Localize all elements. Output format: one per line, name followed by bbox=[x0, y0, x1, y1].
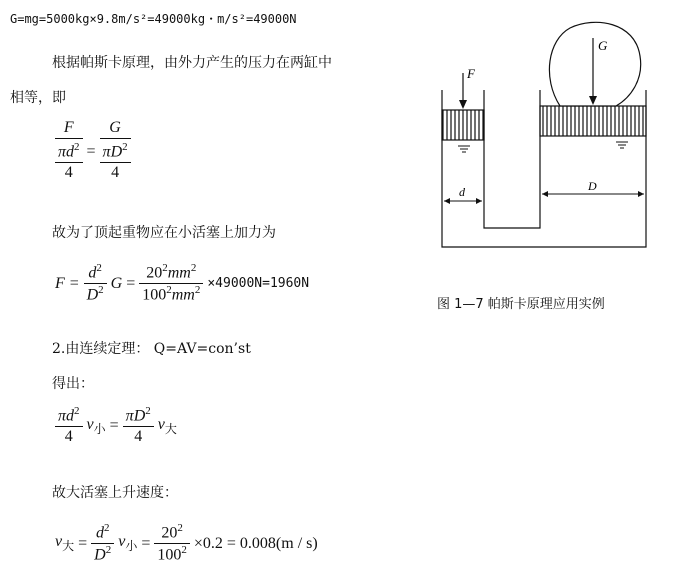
eq2-mm1: mm bbox=[167, 264, 191, 282]
eq4-v1: v bbox=[55, 533, 63, 551]
eq3-sub-small: 小 bbox=[93, 421, 106, 436]
eq3-equals: = bbox=[109, 417, 119, 435]
eq4-numeric-ratio bbox=[154, 522, 190, 566]
pascal-hydraulic-diagram bbox=[430, 18, 690, 263]
eq3-four2: 4 bbox=[134, 428, 143, 446]
eq3-sub-big: 大 bbox=[164, 421, 177, 436]
eq2-lhs: F = bbox=[55, 274, 80, 292]
load-weight-G bbox=[549, 22, 640, 106]
eq2-d: d bbox=[88, 264, 97, 282]
label-G: G bbox=[598, 38, 608, 53]
vessel-inner-wall bbox=[484, 90, 540, 228]
figure-caption: 图 1—7 帕斯卡原理应用实例 bbox=[437, 297, 605, 312]
eq2-sq-c: 2 bbox=[162, 262, 168, 274]
eq1-equals: = bbox=[86, 142, 96, 160]
eq1-four1: 4 bbox=[64, 164, 73, 182]
eq1-sq1: 2 bbox=[74, 141, 80, 153]
eq2-100: 100 bbox=[142, 286, 167, 304]
eq1-pi-D: πD bbox=[102, 143, 123, 161]
label-D: D bbox=[588, 179, 597, 193]
eq4-v2: v bbox=[118, 533, 126, 551]
derive-label: 得出： bbox=[52, 376, 94, 392]
eq4-sq1: 2 bbox=[103, 522, 110, 534]
label-d: d bbox=[459, 185, 465, 199]
eq4-D: D bbox=[94, 546, 106, 564]
eq4-ratio bbox=[91, 522, 114, 566]
eq4-sub-small: 小 bbox=[125, 539, 138, 554]
eq2-G: G bbox=[110, 274, 123, 292]
eq4-sq3: 2 bbox=[177, 522, 183, 534]
eq3-sq1: 2 bbox=[74, 405, 80, 417]
eq4-result: ×0.2 = 0.008(m / s) bbox=[193, 534, 318, 552]
eq3-v1: v bbox=[86, 415, 94, 433]
large-piston-speed-text: 故大活塞上升速度： bbox=[52, 485, 178, 501]
eq4-sub-big: 大 bbox=[62, 539, 75, 554]
equation-continuity bbox=[55, 405, 177, 447]
eq1-pi-d: πd bbox=[58, 143, 75, 161]
eq2-mm2: mm bbox=[171, 286, 195, 304]
eq3-pi-d: πd bbox=[58, 407, 75, 425]
eq2-sq-b: 2 bbox=[98, 284, 104, 297]
eq4-20: 20 bbox=[161, 524, 178, 542]
eq3-v2: v bbox=[157, 415, 165, 433]
small-piston-force-text: 故为了顶起重物应在小活塞上加力为 bbox=[52, 225, 276, 241]
eq1-four2: 4 bbox=[111, 164, 120, 182]
continuity-theorem: 2.由连续定理： Q=AV=con’st bbox=[52, 341, 251, 357]
eq4-d: d bbox=[95, 524, 104, 542]
eq4-equals2: = bbox=[141, 534, 151, 552]
eq2-numeric-ratio bbox=[139, 262, 203, 306]
fraction-left bbox=[55, 118, 83, 185]
equation-large-piston-speed bbox=[55, 522, 318, 566]
eq1-F: F bbox=[63, 119, 74, 136]
eq4-sq2: 2 bbox=[105, 544, 112, 557]
eq1-sq2: 2 bbox=[122, 141, 128, 153]
weight-calculation: G=mg=5000kg×9.8m/s²=49000kg・m/s²=49000N bbox=[10, 12, 297, 26]
eq2-result: ×49000N=1960N bbox=[207, 276, 310, 292]
eq2-sq-e: 2 bbox=[166, 284, 172, 297]
eq2-sq-f: 2 bbox=[194, 284, 201, 297]
eq2-sq-d: 2 bbox=[190, 262, 197, 274]
eq2-ratio bbox=[84, 262, 107, 306]
eq4-100: 100 bbox=[157, 546, 182, 564]
eq3-pi-D: πD bbox=[125, 407, 146, 425]
fraction-right bbox=[100, 118, 131, 185]
eq3-four1: 4 bbox=[64, 428, 73, 446]
eq2-sq-a: 2 bbox=[96, 262, 102, 274]
eq2-D: D bbox=[86, 286, 99, 304]
small-piston bbox=[442, 110, 484, 140]
eq3-right-frac bbox=[123, 405, 154, 447]
eq2-20: 20 bbox=[146, 264, 163, 282]
eq4-equals1: = bbox=[78, 534, 88, 552]
eq3-left-frac bbox=[55, 405, 83, 447]
eq4-sq4: 2 bbox=[181, 544, 187, 557]
equation-small-piston-force bbox=[55, 262, 309, 306]
pascal-paragraph-cont: 相等，即 bbox=[10, 90, 66, 106]
large-piston bbox=[540, 106, 646, 136]
eq2-equals: = bbox=[126, 274, 136, 292]
label-F: F bbox=[467, 66, 475, 81]
eq3-sq2: 2 bbox=[145, 405, 151, 417]
pascal-paragraph: 根据帕斯卡原理，由外力产生的压力在两缸中 bbox=[52, 55, 332, 71]
eq1-G: G bbox=[109, 119, 121, 136]
equation-force-ratio bbox=[55, 118, 131, 185]
